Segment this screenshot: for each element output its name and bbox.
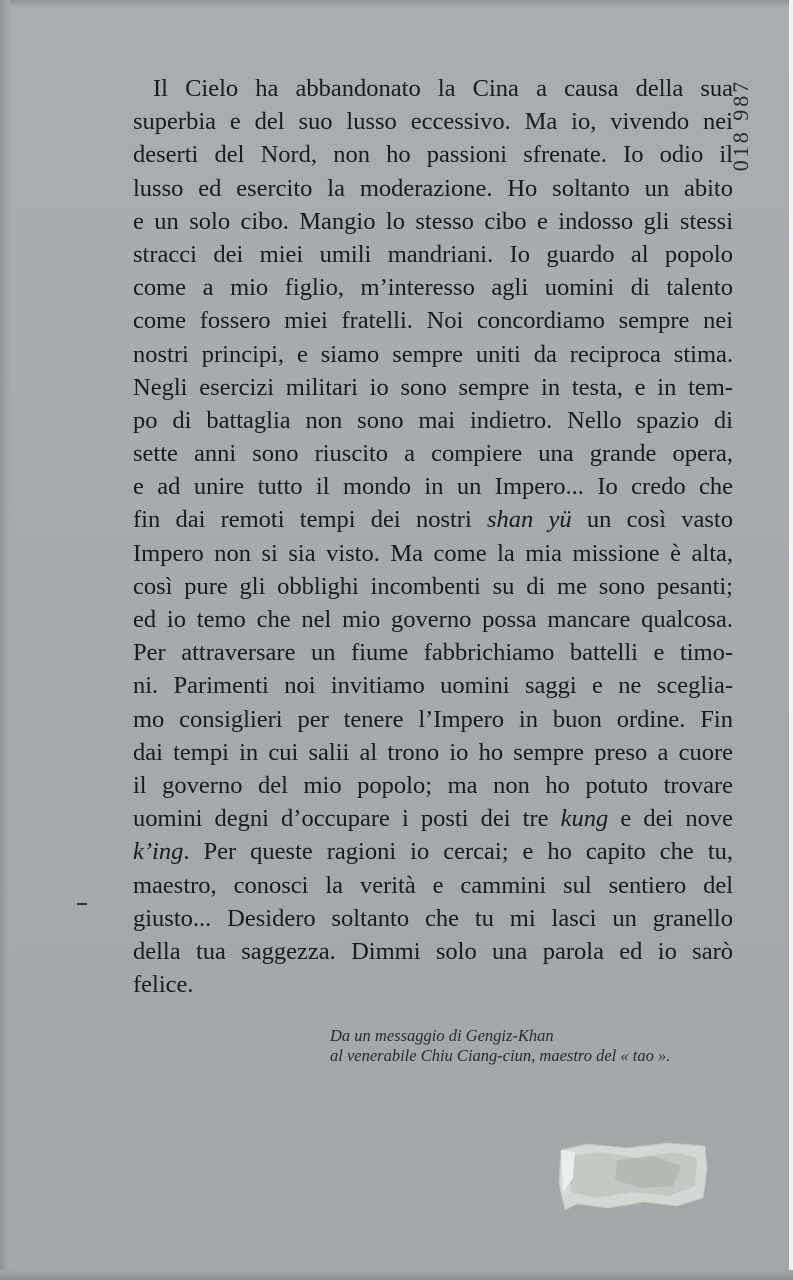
italic-term: kung — [560, 805, 609, 833]
quote-line: uomini degni d’occupare i posti dei tre kung e dei nove — [133, 805, 733, 833]
quote-line: della tua saggezza. Dimmi solo una parola ed io sarò — [133, 937, 733, 965]
quote-line: mo consiglieri per tenere l’Impero in buon ordine. Fin — [133, 705, 733, 733]
attribution-line-2: al venerabile Chiu Ciang-ciun, maestro del « tao ». — [330, 1046, 671, 1065]
quote-line: stracci dei miei umili mandriani. Io guardo al popolo — [133, 240, 733, 268]
quote-line: e ad unire tutto il mondo in un Impero... Io credo che — [133, 473, 733, 501]
italic-term: k’ing — [133, 838, 184, 866]
catalog-number: 018 987 — [728, 78, 753, 172]
quote-line: ni. Parimenti noi invitiamo uomini saggi e ne sceglia- — [133, 672, 733, 700]
quote-line: Il Cielo ha abbandonato la Cina a causa della sua — [153, 75, 733, 102]
quote-line: maestro, conosci la verità e cammini sul sentiero del — [133, 871, 733, 899]
quote-line: come a mio figlio, m’interesso agli uomini di talento — [133, 274, 733, 302]
quote-text — [133, 72, 733, 1001]
cover-right-edge — [789, 0, 793, 1280]
cover-top-edge — [0, 0, 793, 8]
quote-line: il governo del mio popolo; ma non ho potuto trovare — [133, 771, 733, 799]
quote-line: Impero non si sia visto. Ma come la mia missione è alta, — [133, 539, 733, 567]
attribution — [330, 1026, 728, 1066]
italic-term: shan yü — [486, 506, 572, 534]
tape-residue — [557, 1140, 709, 1212]
quote-line: dai tempi in cui salii al trono io ho sempre preso a cuore — [133, 738, 733, 766]
quote-line: giusto... Desidero soltanto che tu mi lasci un granello — [133, 904, 733, 932]
attribution-line-1: Da un messaggio di Gengiz-Khan — [330, 1026, 554, 1045]
quote-line: Negli esercizi militari io sono sempre in testa, e in tem- — [133, 373, 733, 401]
quote-line: po di battaglia non sono mai indietro. Nello spazio di — [133, 406, 733, 434]
cover-left-edge — [0, 0, 10, 1280]
quote-line: come fossero miei fratelli. Noi concordiamo sempre nei — [133, 307, 733, 335]
quote-line: lusso ed esercito la moderazione. Ho soltanto un abito — [133, 174, 733, 202]
quote-line: nostri principi, e siamo sempre uniti da reciproca stima. — [133, 340, 733, 368]
quote-line: sette anni sono riuscito a compiere una grande opera, — [133, 440, 733, 468]
quote-line: ed io temo che nel mio governo possa mancare qualcosa. — [133, 606, 733, 633]
quote-line: superbia e del suo lusso eccessivo. Ma io, vivendo nei — [133, 108, 733, 136]
cover-bottom-edge — [0, 1270, 793, 1280]
quote-line: k’ing. Per queste ragioni io cercai; e ho capito che tu, — [133, 838, 733, 866]
quote-line: così pure gli obblighi incombenti su di me sono pesanti; — [133, 572, 733, 600]
quote-line: deserti del Nord, non ho passioni sfrenate. Io odio il — [133, 141, 733, 169]
quote-line: fin dai remoti tempi dei nostri shan yü un così vasto — [133, 506, 733, 534]
stray-mark — [77, 903, 87, 905]
quote-line: felice. — [133, 971, 194, 999]
quote-line: e un solo cibo. Mangio lo stesso cibo e indosso gli stessi — [133, 207, 733, 235]
quote-line: Per attraversare un fiume fabbrichiamo battelli e timo- — [133, 639, 733, 667]
